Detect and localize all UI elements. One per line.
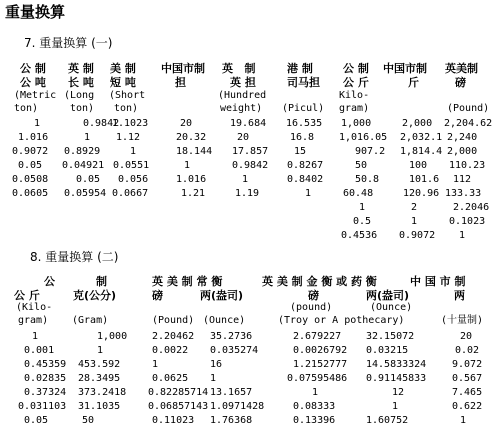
s1-cell: 1	[34, 118, 41, 129]
s1-cell: 0.9072	[399, 230, 436, 241]
s1-cell: 0.9842	[83, 118, 120, 129]
s2-cell: 14.5833324	[366, 359, 427, 370]
s1-hdr-en: ton)	[14, 103, 39, 114]
s1-hdr-cn: 英美制	[445, 62, 478, 75]
s1-cell: 1,000	[341, 118, 372, 129]
s1-cell: 0.8267	[287, 160, 324, 171]
s1-cell: 50	[355, 160, 368, 171]
s1-cell: 2,240	[447, 132, 478, 143]
s1-cell: 1	[411, 216, 418, 227]
s1-cell: 60.48	[343, 188, 374, 199]
s1-cell: 20	[237, 132, 250, 143]
s2-hdr-a: 公	[44, 275, 55, 288]
s1-cell: 0.0667	[112, 188, 149, 199]
s2-hdr-c: (pound)	[290, 302, 333, 313]
s2-cell: 9.072	[452, 359, 483, 370]
s2-cell: 20	[460, 331, 473, 342]
s1-cell: 17.857	[232, 146, 269, 157]
s2-hdr-b: 两	[454, 289, 465, 302]
s2-cell: 1,000	[97, 331, 128, 342]
s1-hdr-en: (Short	[109, 90, 146, 101]
s2-cell: 0.0625	[152, 373, 189, 384]
s2-cell: 0.08333	[293, 401, 336, 412]
s1-cell: 101.6	[409, 174, 440, 185]
s1-cell: 0.05	[76, 174, 101, 185]
s1-cell: 0.0605	[12, 188, 49, 199]
s2-hdr-b: 两(盎司)	[200, 289, 244, 302]
s1-hdr-cn: 美 制	[110, 62, 136, 75]
s2-cell: 0.0022	[152, 345, 189, 356]
s1-cell: 1	[84, 132, 91, 143]
s2-cell: 0.567	[452, 373, 483, 384]
s2-hdr-c: (Ounce)	[370, 302, 413, 313]
s1-cell: 1.016	[18, 132, 49, 143]
s1-hdr-cn2: 斤	[408, 76, 419, 89]
s1-hdr-en: (Metric	[14, 90, 57, 101]
s1-cell: 1	[359, 202, 366, 213]
s1-cell: 0.9072	[12, 146, 49, 157]
s1-cell: 907.2	[355, 146, 386, 157]
s1-hdr-cn2: 公 斤	[343, 76, 369, 89]
s2-cell: 1.60752	[366, 415, 409, 426]
s2-hdr-d: (Ounce)	[203, 315, 246, 326]
s2-cell: 0.02835	[24, 373, 67, 384]
s2-cell: 453.592	[78, 359, 121, 370]
s2-cell: 0.05	[24, 415, 49, 426]
s2-cell: 0.031103	[18, 401, 67, 412]
s1-cell: 0.04921	[62, 160, 105, 171]
s2-cell: 0.622	[452, 401, 483, 412]
s2-cell: 28.3495	[78, 373, 121, 384]
s2-cell: 1.0971428	[210, 401, 265, 412]
s1-cell: 0.8402	[287, 174, 324, 185]
s1-cell: 16.535	[286, 118, 323, 129]
s1-cell: 2,000	[402, 118, 433, 129]
s1-cell: 112	[453, 174, 472, 185]
s1-hdr-en: ton)	[114, 103, 139, 114]
s2-cell: 35.2736	[210, 331, 253, 342]
s2-hdr-c: (Kilo-	[16, 302, 53, 313]
s2-hdr-b: 磅	[152, 289, 163, 302]
s1-cell: 0.5	[353, 216, 372, 227]
s2-cell: 1	[392, 401, 399, 412]
s2-cell: 0.82285714	[148, 387, 209, 398]
s1-hdr-en: (Pound)	[447, 103, 490, 114]
s1-cell: 18.144	[176, 146, 213, 157]
s2-hdr-b: 磅	[308, 289, 319, 302]
s1-cell: 0.0551	[113, 160, 150, 171]
s2-cell: 1	[312, 387, 319, 398]
s1-cell: 0.056	[118, 174, 149, 185]
s1-hdr-cn: 英 制	[222, 62, 256, 75]
s1-hdr-en: ton)	[70, 103, 95, 114]
s2-cell: 0.02	[455, 345, 480, 356]
s1-cell: 1	[305, 188, 312, 199]
s2-cell: 0.13396	[293, 415, 336, 426]
s1-hdr-en: Kilo-	[339, 90, 370, 101]
s1-hdr-cn2: 公 吨	[20, 76, 46, 89]
s1-cell: 1	[184, 160, 191, 171]
s1-cell: 120.96	[403, 188, 440, 199]
s2-cell: 1	[460, 415, 467, 426]
s1-hdr-en: (Hundred	[218, 90, 267, 101]
s2-cell: 50	[82, 415, 95, 426]
s1-cell: 1.1023	[112, 118, 149, 129]
s1-cell: 0.05	[18, 160, 43, 171]
s1-cell: 0.9842	[232, 160, 269, 171]
s1-hdr-cn: 公 制	[343, 62, 369, 75]
s2-cell: 1	[97, 345, 104, 356]
s1-cell: 1	[130, 146, 137, 157]
s1-hdr-cn: 中国市制	[383, 62, 427, 75]
s1-cell: 133.33	[445, 188, 482, 199]
s1-cell: 1,814.4	[400, 146, 443, 157]
s1-cell: 16.8	[290, 132, 315, 143]
s2-cell: 7.465	[452, 387, 483, 398]
s1-cell: 0.1023	[449, 216, 486, 227]
s1-cell: 20	[180, 118, 193, 129]
s1-hdr-cn: 中国市制	[161, 62, 205, 75]
s1-hdr-cn2: 英 担	[230, 76, 256, 89]
s2-cell: 0.0026792	[293, 345, 348, 356]
s2-cell: 0.11023	[152, 415, 195, 426]
s1-cell: 1,016.05	[339, 132, 388, 143]
s1-cell: 1.12	[116, 132, 141, 143]
s2-cell: 373.2418	[78, 387, 127, 398]
s1-cell: 19.684	[230, 118, 267, 129]
s2-hdr-b: 公 斤	[14, 289, 40, 302]
s1-hdr-en: (Long	[64, 90, 95, 101]
s2-cell: 1	[32, 331, 39, 342]
s1-hdr-cn2: 磅	[455, 76, 466, 89]
s1-cell: 50.8	[355, 174, 380, 185]
s1-cell: 2,204.62	[444, 118, 493, 129]
s1-cell: 20.32	[176, 132, 207, 143]
s2-hdr-a: 制	[96, 275, 107, 288]
s2-cell: 0.07595486	[287, 373, 348, 384]
s1-hdr-cn2: 担	[175, 76, 186, 89]
s1-cell: 1	[459, 230, 466, 241]
s2-cell: 2.20462	[152, 331, 195, 342]
s1-cell: 2,032.1	[400, 132, 443, 143]
s2-hdr-b: 克(公分)	[73, 289, 117, 302]
s2-cell: 0.37324	[24, 387, 67, 398]
s2-cell: 0.91145833	[366, 373, 427, 384]
s1-cell: 2.2046	[453, 202, 490, 213]
s1-hdr-cn2: 司马担	[287, 76, 320, 89]
s2-cell: 0.06857143	[148, 401, 209, 412]
s1-cell: 0.4536	[341, 230, 378, 241]
s2-cell: 16	[210, 359, 223, 370]
s1-cell: 1.19	[235, 188, 260, 199]
s2-cell: 1.2152777	[293, 359, 348, 370]
s2-cell: 1.76368	[210, 415, 253, 426]
s2-hdr-a: 英 美 制 金 衡 或 药 衡	[262, 275, 377, 288]
s2-cell: 0.035274	[210, 345, 259, 356]
s2-hdr-d: gram)	[18, 315, 49, 326]
s2-cell: 2.679227	[293, 331, 342, 342]
s1-hdr-cn2: 长 吨	[68, 76, 94, 89]
s1-cell: 110.23	[449, 160, 486, 171]
s2-cell: 0.001	[24, 345, 55, 356]
s2-cell: 12	[392, 387, 405, 398]
s1-hdr-cn: 公 制	[20, 62, 46, 75]
s1-hdr-en: weight)	[220, 103, 263, 114]
s1-cell: 100	[409, 160, 428, 171]
s1-hdr-cn: 港 制	[287, 62, 313, 75]
s2-cell: 31.1035	[78, 401, 121, 412]
s2-hdr-a: 英 美 制 常 衡	[152, 275, 223, 288]
s2-hdr-a: 中 国 市 制	[410, 275, 466, 288]
s2-cell: 32.15072	[366, 331, 415, 342]
s1-cell: 15	[294, 146, 307, 157]
s2-hdr-d: (十量制)	[441, 315, 484, 326]
s1-hdr-en: (Picul)	[282, 103, 325, 114]
s2-cell: 0.45359	[24, 359, 67, 370]
s1-cell: 2	[411, 202, 418, 213]
s1-cell: 1	[242, 174, 249, 185]
section1-title: 7. 重量换算 (一)	[24, 36, 113, 50]
s2-hdr-d: (Gram)	[72, 315, 109, 326]
s2-cell: 1	[152, 359, 159, 370]
s1-hdr-cn: 英 制	[68, 62, 94, 75]
s1-cell: 2,000	[447, 146, 478, 157]
s1-cell: 1.21	[181, 188, 206, 199]
s1-cell: 1.016	[176, 174, 207, 185]
section2-title: 8. 重量换算 (二)	[30, 250, 119, 264]
s2-hdr-b: 两(盎司)	[366, 289, 410, 302]
s2-hdr-d: (Pound)	[152, 315, 195, 326]
s2-cell: 13.1657	[210, 387, 253, 398]
s1-hdr-en: gram)	[339, 103, 370, 114]
s1-cell: 0.0508	[12, 174, 49, 185]
s1-cell: 0.05954	[64, 188, 107, 199]
s1-cell: 0.8929	[64, 146, 101, 157]
s2-cell: 1	[210, 373, 217, 384]
page-title: 重量换算	[5, 3, 66, 21]
s1-hdr-cn2: 短 吨	[110, 76, 136, 89]
s2-cell: 0.03215	[366, 345, 409, 356]
s2-hdr-d: (Troy or A pothecary)	[278, 315, 405, 326]
